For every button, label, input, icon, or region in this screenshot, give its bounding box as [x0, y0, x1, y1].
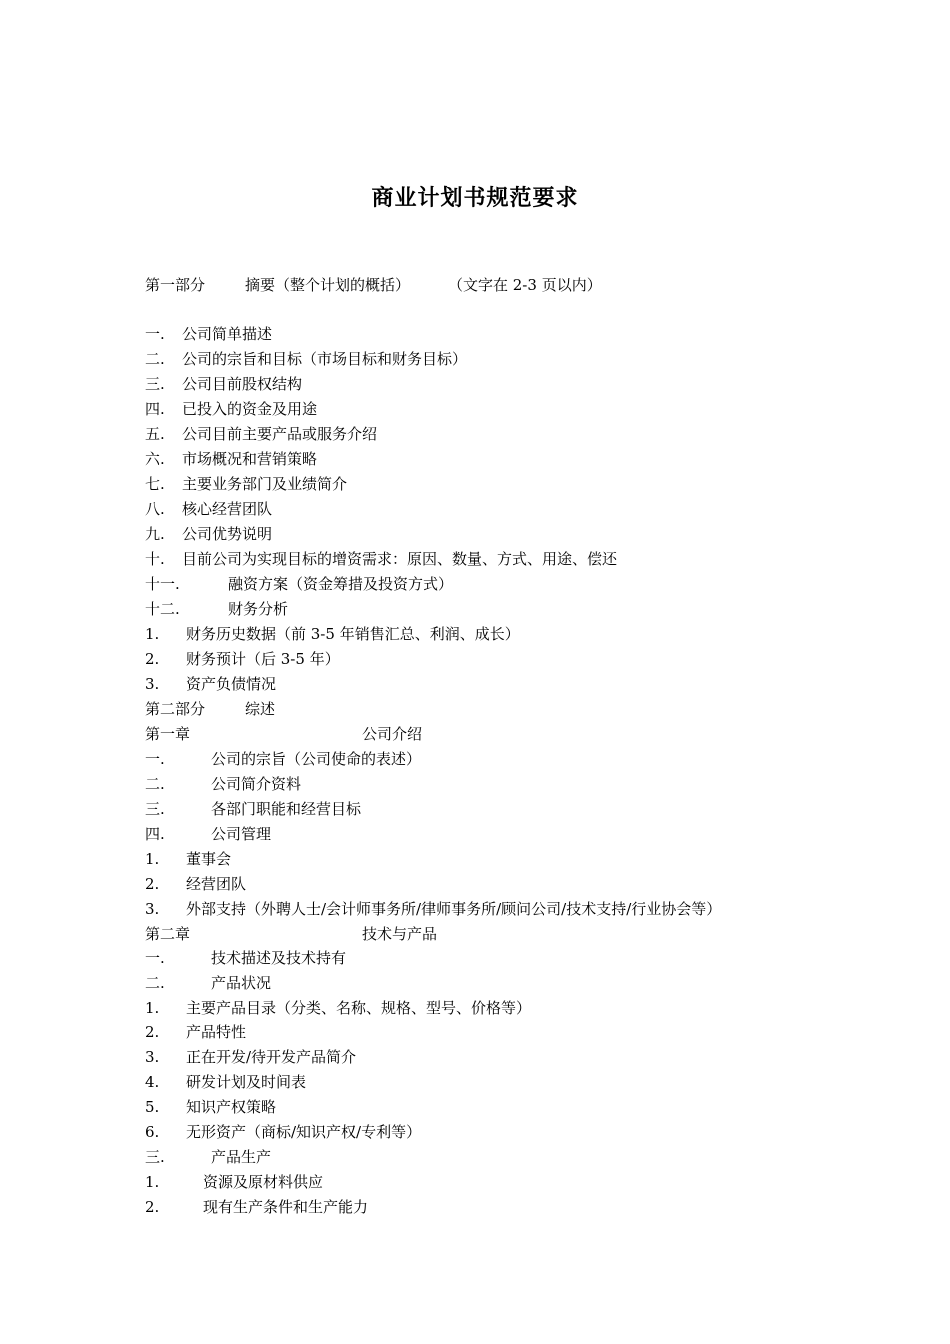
part1-note: （文字在 2-3 页以内） — [448, 276, 602, 294]
list-item: 七. 主要业务部门及业绩简介 — [145, 475, 348, 493]
list-item: 一. 公司的宗旨（公司使命的表述） — [145, 750, 422, 768]
list-item: 5. 知识产权策略 — [145, 1098, 277, 1116]
part2-name: 综述 — [245, 700, 276, 718]
list-item: 3. 外部支持（外聘人士/会计师事务所/律师事务所/顾问公司/技术支持/行业协会等） — [145, 900, 722, 918]
part2-label: 第二部分 — [145, 700, 206, 718]
list-item: 1. 董事会 — [145, 850, 232, 868]
part1-heading — [145, 273, 602, 298]
part2-heading — [145, 697, 276, 722]
list-item: 二. 公司的宗旨和目标（市场目标和财务目标） — [145, 350, 468, 368]
list-item: 1. 财务历史数据（前 3-5 年销售汇总、利润、成长） — [145, 625, 520, 643]
list-item: 六. 市场概况和营销策略 — [145, 450, 318, 468]
list-item: 一. 公司简单描述 — [145, 325, 273, 343]
list-item: 2. 产品特性 — [145, 1023, 247, 1041]
list-item: 三. 各部门职能和经营目标 — [145, 800, 362, 818]
list-item: 4. 研发计划及时间表 — [145, 1073, 307, 1091]
list-item: 五. 公司目前主要产品或服务介绍 — [145, 425, 378, 443]
list-item: 十. 目前公司为实现目标的增资需求：原因、数量、方式、用途、偿还 — [145, 550, 618, 568]
list-item: 2. 财务预计（后 3-5 年） — [145, 650, 340, 668]
chapter2-name: 技术与产品 — [362, 925, 438, 943]
part1-label: 第一部分 — [145, 276, 206, 294]
list-item: 二. 公司简介资料 — [145, 775, 302, 793]
list-item: 3. 资产负债情况 — [145, 675, 277, 693]
chapter1-name: 公司介绍 — [362, 725, 423, 743]
list-item: 十一. 融资方案（资金筹措及投资方式） — [145, 575, 454, 593]
list-item: 八. 核心经营团队 — [145, 500, 273, 518]
list-item: 2. 现有生产条件和生产能力 — [145, 1198, 369, 1216]
list-item: 1. 资源及原材料供应 — [145, 1173, 324, 1191]
list-item: 四. 已投入的资金及用途 — [145, 400, 318, 418]
list-item: 1. 主要产品目录（分类、名称、规格、型号、价格等） — [145, 999, 532, 1017]
list-item: 三. 公司目前股权结构 — [145, 375, 303, 393]
chapter2-label: 第二章 — [145, 925, 191, 943]
list-item: 2. 经营团队 — [145, 875, 247, 893]
chapter1-label: 第一章 — [145, 725, 191, 743]
list-item: 四. 公司管理 — [145, 825, 272, 843]
chapter2-heading — [145, 922, 438, 947]
list-item: 三. 产品生产 — [145, 1148, 272, 1166]
list-item: 九. 公司优势说明 — [145, 525, 273, 543]
list-item: 3. 正在开发/待开发产品简介 — [145, 1048, 357, 1066]
list-item: 二. 产品状况 — [145, 974, 272, 992]
document-title: 商业计划书规范要求 — [371, 186, 579, 211]
part1-name: 摘要（整个计划的概括） — [245, 276, 411, 294]
list-item: 6. 无形资产（商标/知识产权/专利等） — [145, 1123, 422, 1141]
list-item: 十二. 财务分析 — [145, 600, 289, 618]
list-item: 一. 技术描述及技术持有 — [145, 949, 347, 967]
chapter1-heading — [145, 722, 423, 747]
